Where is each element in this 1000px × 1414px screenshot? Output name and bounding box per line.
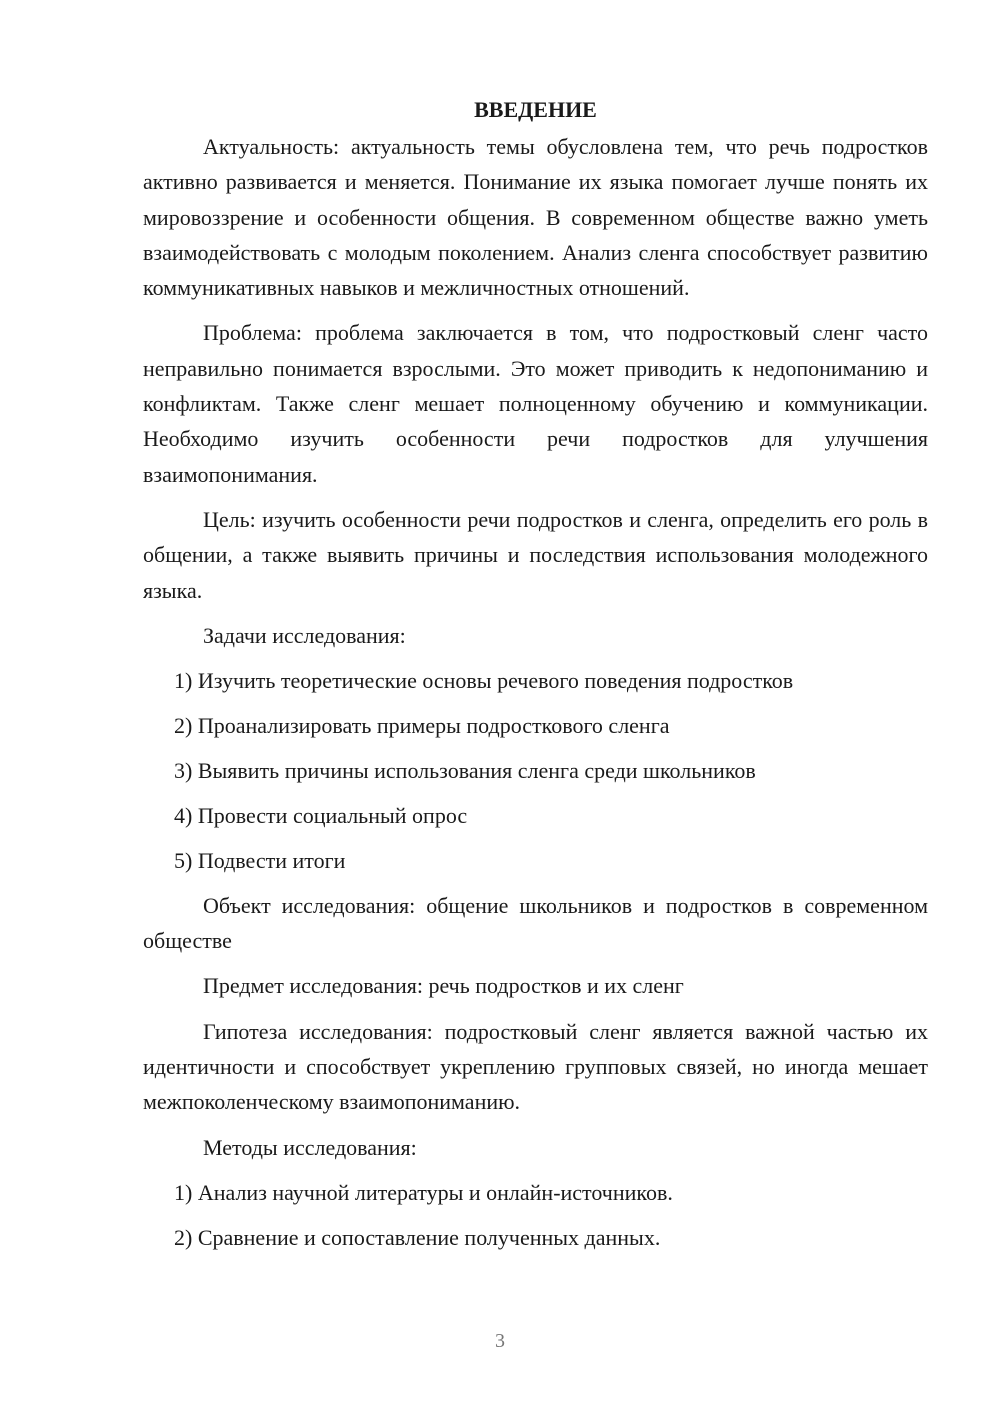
subject-paragraph: Предмет исследования: речь подростков и их сленг (203, 973, 684, 999)
tasks-heading: Задачи исследования: (203, 622, 406, 648)
section-title: ВВЕДЕНИЕ (474, 97, 597, 122)
problem-paragraph: Проблема: проблема заключается в том, что подростковый сленг часто неправильно понимается взрослыми. Это может приводить к недопониманию и конфликтам. Также сленг мешает полноценному обучению и коммуникации. Необходимо изучить особенности речи подростков для улучшения взаимопонимания. (143, 320, 928, 487)
document-page (143, 95, 928, 1265)
relevance-paragraph: Актуальность: актуальность темы обусловлена тем, что речь подростков активно развивается и меняется. Понимание их языка помогает лучше понять их мировоззрение и особенности общения. В современном обществе важно уметь взаимодействовать с молодым поколением. Анализ сленга способствует развитию коммуникативных навыков и межличностных отношений. (143, 134, 928, 301)
task-item: 3) Выявить причины использования сленга среди школьников (174, 757, 756, 783)
tasks-list (143, 663, 928, 878)
method-item: 1) Анализ научной литературы и онлайн-источников. (174, 1179, 673, 1205)
task-item: 4) Провести социальный опрос (174, 802, 468, 828)
method-item: 2) Сравнение и сопоставление полученных данных. (174, 1224, 661, 1250)
object-paragraph: Объект исследования: общение школьников и подростков в современном обществе (143, 892, 928, 954)
page-number: 3 (495, 1330, 505, 1352)
task-item: 5) Подвести итоги (174, 847, 346, 873)
methods-heading: Методы исследования: (203, 1134, 417, 1160)
hypothesis-paragraph: Гипотеза исследования: подростковый сленг является важной частью их идентичности и способствует укреплению групповых связей, но иногда мешает межпоколенческому взаимопониманию. (143, 1018, 928, 1115)
task-item: 1) Изучить теоретические основы речевого поведения подростков (174, 667, 794, 693)
goal-paragraph: Цель: изучить особенности речи подростков и сленга, определить его роль в общении, а также выявить причины и последствия использования молодежного языка. (143, 506, 928, 603)
methods-list (143, 1175, 928, 1255)
task-item: 2) Проанализировать примеры подросткового сленга (174, 712, 670, 738)
